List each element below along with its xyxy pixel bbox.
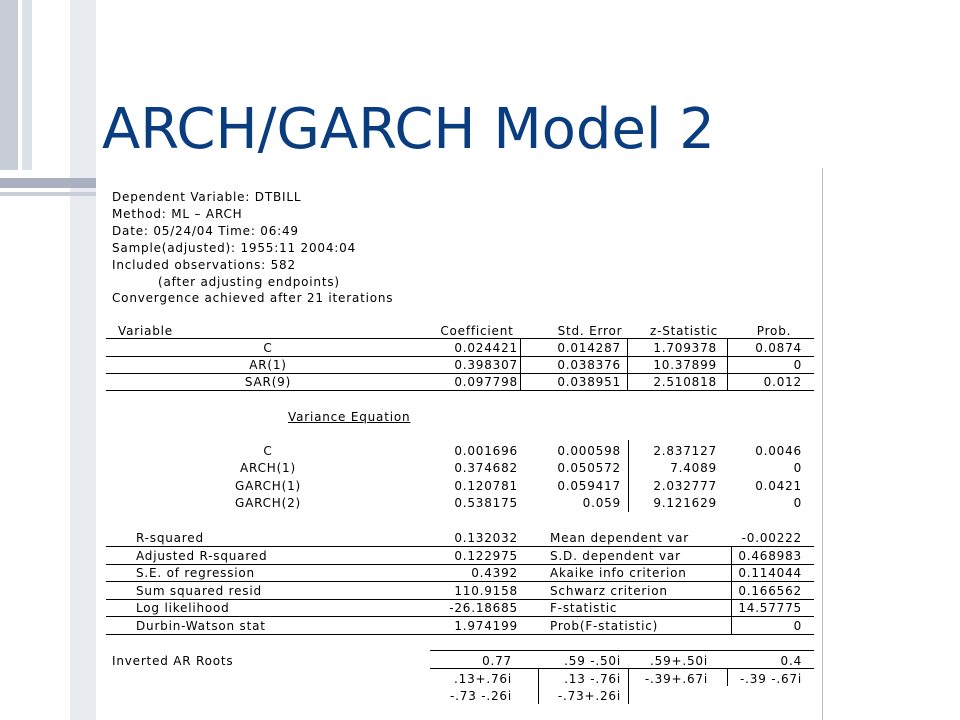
table-cell: 0.038376 <box>557 358 621 372</box>
table-rule <box>430 650 814 651</box>
table-cell: 0 <box>793 496 802 510</box>
table-cell: 0.059 <box>582 496 621 510</box>
variable-name: ARCH(1) <box>240 461 296 475</box>
stat-value: 0.4392 <box>471 566 518 580</box>
variable-name: C <box>263 444 273 458</box>
stat-value: 1.974199 <box>454 619 518 633</box>
table-cell: 0.398307 <box>454 358 518 372</box>
decor-hbar-thin <box>0 192 96 196</box>
variable-name: AR(1) <box>249 358 287 372</box>
table-cell: 0.050572 <box>557 461 621 475</box>
stat-value: 14.57775 <box>738 601 802 615</box>
stat-label: Prob(F-statistic) <box>550 619 659 633</box>
root-value: -.39 -.67i <box>740 672 802 686</box>
output-header-line: Sample(adjusted): 1955:11 2004:04 <box>112 241 356 255</box>
column-header: Variable <box>118 324 173 338</box>
table-divider <box>727 668 728 686</box>
table-cell: 0.012 <box>763 375 802 389</box>
stat-label: S.E. of regression <box>136 566 255 580</box>
output-header-line: Dependent Variable: DTBILL <box>112 190 302 204</box>
root-value: .59 -.50i <box>564 654 621 668</box>
variable-name: GARCH(2) <box>234 496 302 510</box>
table-rule <box>106 546 814 547</box>
regression-output <box>98 168 823 720</box>
roots-label: Inverted AR Roots <box>112 654 234 668</box>
table-rule <box>106 564 814 565</box>
stat-label: Log likelihood <box>136 601 230 615</box>
table-cell: 0.538175 <box>454 496 518 510</box>
stat-label: Durbin-Watson stat <box>136 619 266 633</box>
variable-name: GARCH(1) <box>234 479 302 493</box>
table-cell: 0.374682 <box>454 461 518 475</box>
table-cell: 0.0874 <box>755 341 802 355</box>
root-value: .13 -.76i <box>564 672 621 686</box>
table-rule <box>106 390 814 391</box>
stat-label: Mean dependent var <box>550 531 690 545</box>
stat-label: Adjusted R-squared <box>136 549 268 563</box>
table-rule <box>106 581 814 582</box>
stat-value: 0.166562 <box>738 584 802 598</box>
stat-value: 110.9158 <box>454 584 518 598</box>
table-cell: 0.000598 <box>557 444 621 458</box>
decor-bar-left <box>0 0 18 170</box>
root-value: .59+.50i <box>650 654 708 668</box>
table-cell: 0.014287 <box>557 341 621 355</box>
table-rule <box>106 373 814 374</box>
output-header-line: Method: ML – ARCH <box>112 207 243 221</box>
table-cell: 9.121629 <box>653 496 717 510</box>
table-rule <box>106 616 814 617</box>
table-cell: 0.120781 <box>454 479 518 493</box>
table-cell: 0 <box>793 461 802 475</box>
table-divider <box>627 338 628 390</box>
root-value: -.73+.26i <box>557 689 621 703</box>
table-divider <box>520 338 521 390</box>
stat-label: F-statistic <box>550 601 618 615</box>
stat-label: Sum squared resid <box>136 584 262 598</box>
table-cell: 0.0421 <box>755 479 802 493</box>
table-divider <box>538 686 539 704</box>
table-cell: 1.709378 <box>653 341 717 355</box>
output-header-line: Included observations: 582 <box>112 258 296 272</box>
root-value: 0.77 <box>482 654 512 668</box>
table-cell: 0.097798 <box>454 375 518 389</box>
column-header: Prob. <box>756 324 792 338</box>
table-cell: 7.4089 <box>670 461 717 475</box>
table-cell: 10.37899 <box>653 358 717 372</box>
root-value: -.39+.67i <box>644 672 708 686</box>
root-value: 0.4 <box>780 654 802 668</box>
column-header: Coefficient <box>440 324 514 338</box>
variable-name: SAR(9) <box>244 375 292 389</box>
table-rule <box>106 356 814 357</box>
variance-equation-title: Variance Equation <box>288 410 411 424</box>
table-cell: 0.024421 <box>454 341 518 355</box>
table-cell: 0.038951 <box>557 375 621 389</box>
table-rule <box>106 634 814 635</box>
stat-label: S.D. dependent var <box>550 549 681 563</box>
variable-name: C <box>263 341 273 355</box>
stat-value: -26.18685 <box>449 601 518 615</box>
root-value: -.73 -.26i <box>450 689 512 703</box>
output-header-line: Convergence achieved after 21 iterations <box>112 291 394 305</box>
table-cell: 0.001696 <box>454 444 518 458</box>
table-cell: 2.510818 <box>653 375 717 389</box>
table-divider <box>731 546 732 634</box>
decor-bar-right <box>70 0 96 720</box>
table-divider <box>727 338 728 390</box>
stat-value: 0.468983 <box>738 549 802 563</box>
table-divider <box>628 686 629 704</box>
stat-value: 0.122975 <box>454 549 518 563</box>
stat-label: Akaike info criterion <box>550 566 687 580</box>
decor-bar-left-thin <box>22 0 32 170</box>
stat-value: 0 <box>793 619 802 633</box>
table-divider <box>538 668 539 686</box>
decor-hbar <box>0 178 96 188</box>
column-header: Std. Error <box>557 324 623 338</box>
output-header-line: (after adjusting endpoints) <box>158 275 340 289</box>
table-divider <box>628 668 629 686</box>
stat-label: Schwarz criterion <box>550 584 668 598</box>
table-divider <box>628 440 629 512</box>
stat-value: 0.114044 <box>738 566 802 580</box>
table-cell: 2.837127 <box>653 444 717 458</box>
table-cell: 2.032777 <box>653 479 717 493</box>
table-rule <box>106 338 814 339</box>
stat-value: -0.00222 <box>741 531 802 545</box>
table-rule <box>430 668 814 669</box>
root-value: .13+.76i <box>454 672 512 686</box>
table-cell: 0.059417 <box>557 479 621 493</box>
column-header: z-Statistic <box>649 324 719 338</box>
stat-value: 0.132032 <box>454 531 518 545</box>
output-header-line: Date: 05/24/04 Time: 06:49 <box>112 224 299 238</box>
table-cell: 0.0046 <box>755 444 802 458</box>
stat-label: R-squared <box>136 531 204 545</box>
slide-title: ARCH/GARCH Model 2 <box>102 97 715 162</box>
table-rule <box>106 599 814 600</box>
table-cell: 0 <box>793 358 802 372</box>
